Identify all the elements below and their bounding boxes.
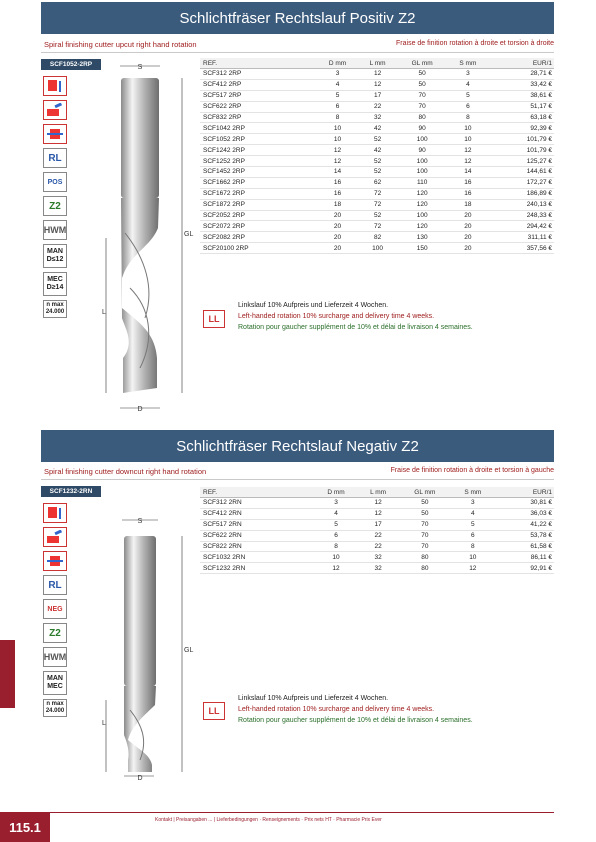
- table-cell: 33,42 €: [488, 79, 554, 90]
- table-cell: 20: [317, 210, 359, 221]
- z2-flutes-icon: Z2: [43, 196, 67, 216]
- table-cell: 101,79 €: [488, 134, 554, 145]
- table-cell: 4: [314, 508, 358, 519]
- table-cell: 20: [447, 232, 488, 243]
- section2-subtitle-fr: Fraise de finition rotation à droite et torsion à gauche: [390, 467, 554, 474]
- table-row: [200, 552, 554, 563]
- table-cell: 100: [397, 167, 448, 178]
- table-cell: 8: [314, 541, 358, 552]
- machine-angle-icon: [43, 527, 67, 547]
- table-cell: SCF1662 2RP: [200, 177, 317, 188]
- section2-tool-drawing: [100, 510, 200, 810]
- table-cell: 50: [397, 69, 448, 80]
- table-cell: 72: [358, 199, 396, 210]
- table-cell: 10: [451, 552, 494, 563]
- svg-text:GL: GL: [184, 647, 194, 654]
- machine-vertical-icon: [43, 503, 67, 523]
- table-cell: SCF1452 2RP: [200, 167, 317, 178]
- table-cell: 22: [358, 530, 398, 541]
- table-row: [200, 112, 554, 123]
- section2-feature-icons: [43, 503, 69, 721]
- table-cell: SCF2052 2RP: [200, 210, 317, 221]
- table-cell: 70: [398, 541, 451, 552]
- table-cell: 80: [398, 552, 451, 563]
- table-cell: 32: [358, 112, 396, 123]
- table-cell: 12: [358, 79, 396, 90]
- table-cell: 12: [447, 145, 488, 156]
- left-hand-ll-icon: LL: [203, 310, 225, 328]
- table-cell: 12: [317, 156, 359, 167]
- table-cell: 42: [358, 123, 396, 134]
- table-cell: 4: [317, 79, 359, 90]
- svg-text:L: L: [102, 720, 106, 727]
- table-row: [200, 563, 554, 574]
- hwm-material-icon: HWM: [43, 220, 67, 240]
- table-cell: 120: [397, 188, 448, 199]
- section2-spec-table: [200, 487, 554, 574]
- table-cell: 12: [358, 508, 398, 519]
- table-cell: SCF1242 2RP: [200, 145, 317, 156]
- table-cell: 130: [397, 232, 448, 243]
- hwm-material-icon: HWM: [43, 647, 67, 667]
- table-cell: 12: [358, 498, 398, 509]
- table-cell: 28,71 €: [488, 69, 554, 80]
- table-cell: SCF312 2RP: [200, 69, 317, 80]
- table-cell: 5: [314, 519, 358, 530]
- table-cell: 6: [314, 530, 358, 541]
- table-cell: SCF2082 2RP: [200, 232, 317, 243]
- section2-lefthand-note: Linkslauf 10% Aufpreis und Lieferzeit 4 Wochen. Left-handed rotation 10% surcharge and delivery time 4 weeks. Rotation pour gaucher supplément de 10% et délai de livraison 4 semaines.: [238, 695, 473, 724]
- table-cell: 8: [447, 112, 488, 123]
- table-cell: 12: [358, 69, 396, 80]
- table-row: [200, 177, 554, 188]
- table-cell: SCF412 2RN: [200, 508, 314, 519]
- section1-product-code: SCF1052-2RP: [41, 59, 101, 70]
- table-cell: 3: [451, 498, 494, 509]
- section1-subtitle-fr: Fraise de finition rotation à droite et torsion à droite: [396, 40, 554, 47]
- rotation-rl-icon: RL: [43, 575, 67, 595]
- table-cell: 32: [358, 552, 398, 563]
- table-cell: 120: [397, 199, 448, 210]
- table-header-row: REF. D mm L mm GL mm S mm EUR/1: [200, 58, 554, 69]
- table-cell: 150: [397, 243, 448, 254]
- table-cell: 50: [398, 498, 451, 509]
- table-cell: 52: [358, 156, 396, 167]
- table-cell: 52: [358, 167, 396, 178]
- section2-title: Schlichtfräser Rechtslauf Negativ Z2: [41, 430, 554, 462]
- table-cell: 16: [447, 177, 488, 188]
- table-cell: 20: [317, 232, 359, 243]
- svg-text:D: D: [137, 775, 143, 782]
- negative-spiral-icon: NEG: [43, 599, 67, 619]
- table-cell: 51,17 €: [488, 101, 554, 112]
- table-cell: 100: [358, 243, 396, 254]
- table-row: [200, 530, 554, 541]
- table-cell: 53,78 €: [494, 530, 554, 541]
- table-cell: SCF822 2RN: [200, 541, 314, 552]
- table-cell: 90: [397, 145, 448, 156]
- table-cell: SCF1052 2RP: [200, 134, 317, 145]
- table-cell: 110: [397, 177, 448, 188]
- section1-tool-drawing: [100, 58, 200, 418]
- table-cell: 12: [314, 563, 358, 574]
- table-cell: SCF312 2RN: [200, 498, 314, 509]
- table-cell: 14: [317, 167, 359, 178]
- table-cell: 100: [397, 134, 448, 145]
- mechanical-feed-icon: MEC D≥14: [43, 272, 67, 296]
- table-cell: 172,27 €: [488, 177, 554, 188]
- table-row: [200, 123, 554, 134]
- table-cell: 8: [451, 541, 494, 552]
- section2-divider: [41, 479, 554, 480]
- table-cell: 186,89 €: [488, 188, 554, 199]
- table-cell: SCF1232 2RN: [200, 563, 314, 574]
- svg-text:S: S: [137, 518, 143, 525]
- positive-spiral-icon: POS: [43, 172, 67, 192]
- table-row: [200, 167, 554, 178]
- table-cell: 17: [358, 519, 398, 530]
- table-cell: 86,11 €: [494, 552, 554, 563]
- machine-horizontal-icon: [43, 124, 67, 144]
- table-cell: 100: [397, 210, 448, 221]
- table-cell: 125,27 €: [488, 156, 554, 167]
- table-cell: 22: [358, 101, 396, 112]
- left-hand-ll-icon: LL: [203, 702, 225, 720]
- table-cell: 12: [317, 145, 359, 156]
- chapter-tab: [0, 640, 15, 708]
- table-row: [200, 199, 554, 210]
- table-cell: 10: [447, 134, 488, 145]
- table-cell: 3: [314, 498, 358, 509]
- section1-title: Schlichtfräser Rechtslauf Positiv Z2: [41, 2, 554, 34]
- table-row: [200, 232, 554, 243]
- table-cell: SCF832 2RP: [200, 112, 317, 123]
- table-cell: 16: [317, 177, 359, 188]
- section1-divider: [41, 52, 554, 53]
- svg-text:S: S: [137, 64, 143, 71]
- table-cell: 6: [317, 101, 359, 112]
- footer-rule: [50, 812, 554, 813]
- table-cell: SCF1672 2RP: [200, 188, 317, 199]
- table-cell: 12: [451, 563, 494, 574]
- table-cell: SCF622 2RP: [200, 101, 317, 112]
- table-cell: SCF517 2RN: [200, 519, 314, 530]
- table-cell: 357,56 €: [488, 243, 554, 254]
- table-cell: 90: [397, 123, 448, 134]
- table-cell: 41,22 €: [494, 519, 554, 530]
- table-cell: 6: [451, 530, 494, 541]
- table-cell: 70: [397, 90, 448, 101]
- table-cell: SCF1872 2RP: [200, 199, 317, 210]
- table-row: [200, 134, 554, 145]
- table-cell: 18: [447, 199, 488, 210]
- table-cell: 4: [447, 79, 488, 90]
- table-cell: 72: [358, 221, 396, 232]
- rotation-rl-icon: RL: [43, 148, 67, 168]
- table-cell: SCF1252 2RP: [200, 156, 317, 167]
- section2-subtitle-en: Spiral finishing cutter downcut right hand rotation: [44, 467, 207, 476]
- table-cell: 5: [447, 90, 488, 101]
- section1-subtitle-en: Spiral finishing cutter upcut right hand rotation: [44, 40, 197, 49]
- page-number: 115.1: [0, 812, 50, 842]
- table-cell: 10: [314, 552, 358, 563]
- table-cell: 17: [358, 90, 396, 101]
- table-cell: 5: [451, 519, 494, 530]
- max-rpm-icon: n max 24.000: [43, 699, 67, 717]
- table-cell: 32: [358, 563, 398, 574]
- table-cell: 82: [358, 232, 396, 243]
- table-row: [200, 69, 554, 80]
- table-cell: 5: [317, 90, 359, 101]
- table-cell: 6: [447, 101, 488, 112]
- table-cell: 16: [317, 188, 359, 199]
- table-row: [200, 90, 554, 101]
- table-cell: 120: [397, 221, 448, 232]
- table-cell: 20: [317, 221, 359, 232]
- section1-spec-table: [200, 58, 554, 254]
- table-cell: 8: [317, 112, 359, 123]
- table-row: [200, 101, 554, 112]
- table-cell: 52: [358, 134, 396, 145]
- table-cell: 38,61 €: [488, 90, 554, 101]
- table-cell: 101,79 €: [488, 145, 554, 156]
- svg-text:D: D: [137, 406, 143, 413]
- table-cell: 240,13 €: [488, 199, 554, 210]
- table-cell: 50: [398, 508, 451, 519]
- table-cell: 50: [397, 79, 448, 90]
- table-row: [200, 541, 554, 552]
- table-cell: SCF2072 2RP: [200, 221, 317, 232]
- table-row: [200, 508, 554, 519]
- table-cell: 18: [317, 199, 359, 210]
- table-cell: SCF517 2RP: [200, 90, 317, 101]
- table-cell: 14: [447, 167, 488, 178]
- table-cell: 72: [358, 188, 396, 199]
- table-row: [200, 188, 554, 199]
- table-cell: 20: [317, 243, 359, 254]
- machine-horizontal-icon: [43, 551, 67, 571]
- table-cell: SCF1042 2RP: [200, 123, 317, 134]
- table-row: [200, 221, 554, 232]
- section2-product-code: SCF1232-2RN: [41, 486, 101, 497]
- section1-lefthand-note: Linkslauf 10% Aufpreis und Lieferzeit 4 Wochen. Left-handed rotation 10% surcharge and delivery time 4 weeks. Rotation pour gaucher supplément de 10% et délai de livraison 4 semaines.: [238, 302, 473, 331]
- footer-text: Kontakt | Preisangaben ... | Lieferbedingungen · Renseignements · Prix nets HT · Pharmacie Prix Ever: [155, 817, 382, 823]
- table-cell: 248,33 €: [488, 210, 554, 221]
- table-cell: 30,81 €: [494, 498, 554, 509]
- table-cell: 4: [451, 508, 494, 519]
- z2-flutes-icon: Z2: [43, 623, 67, 643]
- table-cell: 294,42 €: [488, 221, 554, 232]
- table-cell: 22: [358, 541, 398, 552]
- table-cell: 70: [397, 101, 448, 112]
- table-cell: 70: [398, 530, 451, 541]
- table-cell: 100: [397, 156, 448, 167]
- table-row: [200, 243, 554, 254]
- table-cell: 16: [447, 188, 488, 199]
- table-cell: 20: [447, 210, 488, 221]
- table-cell: 3: [447, 69, 488, 80]
- table-cell: SCF622 2RN: [200, 530, 314, 541]
- table-cell: 62: [358, 177, 396, 188]
- table-cell: 63,18 €: [488, 112, 554, 123]
- table-cell: SCF20100 2RP: [200, 243, 317, 254]
- table-row: [200, 210, 554, 221]
- table-cell: 42: [358, 145, 396, 156]
- table-cell: 20: [447, 221, 488, 232]
- table-cell: 52: [358, 210, 396, 221]
- svg-text:GL: GL: [184, 231, 194, 238]
- section1-feature-icons: [43, 76, 69, 322]
- table-cell: 10: [317, 123, 359, 134]
- table-cell: 61,58 €: [494, 541, 554, 552]
- manual-mechanical-feed-icon: MAN MEC: [43, 671, 67, 695]
- table-cell: 10: [317, 134, 359, 145]
- table-cell: 3: [317, 69, 359, 80]
- table-row: [200, 519, 554, 530]
- table-row: [200, 145, 554, 156]
- table-cell: 12: [447, 156, 488, 167]
- manual-feed-icon: MAN D≤12: [43, 244, 67, 268]
- table-row: [200, 498, 554, 509]
- machine-angle-icon: [43, 100, 67, 120]
- table-cell: 92,39 €: [488, 123, 554, 134]
- table-cell: 10: [447, 123, 488, 134]
- table-cell: 311,11 €: [488, 232, 554, 243]
- table-cell: 80: [397, 112, 448, 123]
- table-cell: 70: [398, 519, 451, 530]
- table-header-row: REF. D mm L mm GL mm S mm EUR/1: [200, 487, 554, 498]
- table-cell: 80: [398, 563, 451, 574]
- table-cell: SCF1032 2RN: [200, 552, 314, 563]
- table-cell: SCF412 2RP: [200, 79, 317, 90]
- svg-text:L: L: [102, 309, 106, 316]
- table-row: [200, 79, 554, 90]
- table-cell: 92,91 €: [494, 563, 554, 574]
- table-cell: 20: [447, 243, 488, 254]
- machine-vertical-icon: [43, 76, 67, 96]
- table-cell: 36,03 €: [494, 508, 554, 519]
- max-rpm-icon: n max 24.000: [43, 300, 67, 318]
- table-row: [200, 156, 554, 167]
- table-cell: 144,61 €: [488, 167, 554, 178]
